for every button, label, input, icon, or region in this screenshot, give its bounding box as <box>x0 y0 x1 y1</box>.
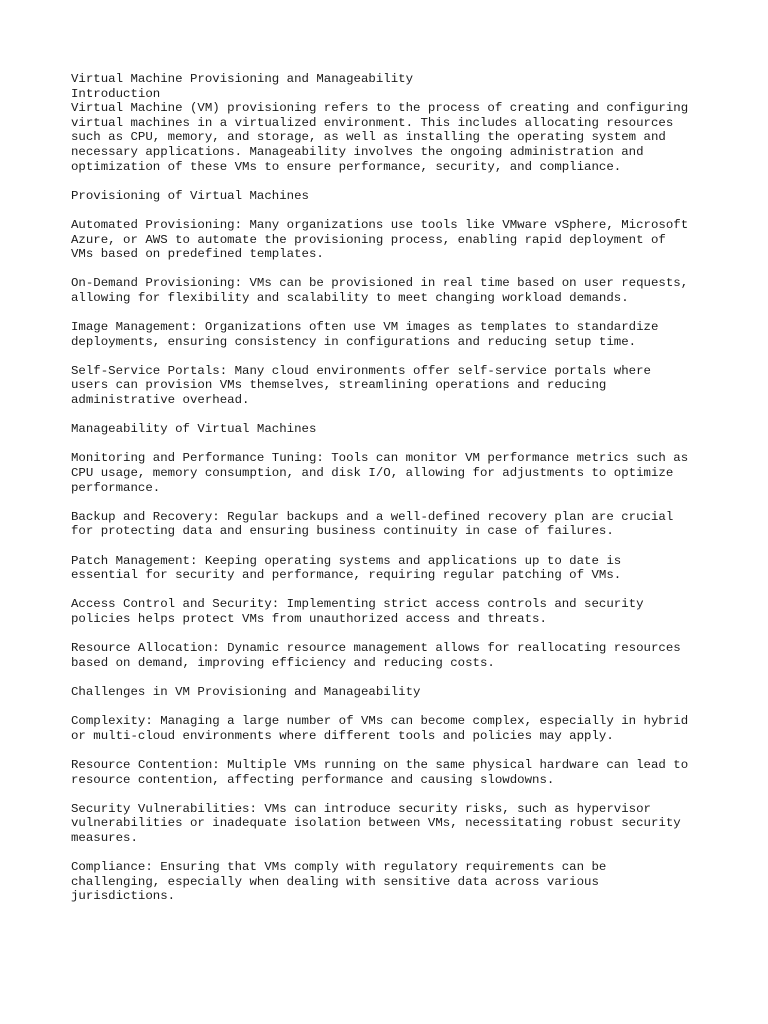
paragraph-resource-contention <box>71 758 731 787</box>
paragraph-line: vulnerabilities or inadequate isolation between VMs, necessitating robust security <box>71 816 681 831</box>
paragraph-line: essential for security and performance, requiring regular patching of VMs. <box>71 568 622 583</box>
paragraph-line: Compliance: Ensuring that VMs comply with regulatory requirements can be <box>71 860 607 875</box>
section-heading: Provisioning of Virtual Machines <box>71 188 309 203</box>
paragraph-line: On-Demand Provisioning: VMs can be provisioned in real time based on user requests, <box>71 276 689 291</box>
paragraph-line: CPU usage, memory consumption, and disk I/O, allowing for adjustments to optimize <box>71 466 674 481</box>
paragraph-line: challenging, especially when dealing with sensitive data across various <box>71 874 599 889</box>
document-page <box>71 72 731 918</box>
intro-line: Virtual Machine (VM) provisioning refers to the process of creating and configuring <box>71 101 689 116</box>
section-manageability <box>71 422 731 670</box>
paragraph-line: Automated Provisioning: Many organizations use tools like VMware vSphere, Microsoft <box>71 217 689 232</box>
paragraph-line: jurisdictions. <box>71 889 176 904</box>
intro-paragraph <box>71 101 731 174</box>
document-title: Virtual Machine Provisioning and Manageability <box>71 72 414 86</box>
paragraph-line: users can provision VMs themselves, streamlining operations and reducing <box>71 378 607 393</box>
section-heading: Challenges in VM Provisioning and Manageability <box>71 684 421 699</box>
paragraph-access-control <box>71 597 731 626</box>
paragraph-complexity <box>71 714 731 743</box>
intro-line: optimization of these VMs to ensure performance, security, and compliance. <box>71 159 622 174</box>
paragraph-line: or multi-cloud environments where different tools and policies may apply. <box>71 728 614 743</box>
paragraph-line: policies helps protect VMs from unauthorized access and threats. <box>71 611 547 626</box>
paragraph-line: resource contention, affecting performance and causing slowdowns. <box>71 772 555 787</box>
paragraph-resource-allocation <box>71 641 731 670</box>
intro-heading: Introduction <box>71 86 161 101</box>
paragraph-line: Access Control and Security: Implementing strict access controls and security <box>71 597 644 612</box>
paragraph-line: allowing for flexibility and scalability to meet changing workload demands. <box>71 290 629 305</box>
paragraph-line: deployments, ensuring consistency in configurations and reducing setup time. <box>71 334 637 349</box>
paragraph-line: for protecting data and ensuring business continuity in case of failures. <box>71 524 614 539</box>
paragraph-compliance <box>71 860 731 904</box>
paragraph-on-demand-provisioning <box>71 276 731 305</box>
intro-line: necessary applications. Manageability involves the ongoing administration and <box>71 144 644 159</box>
intro-line: such as CPU, memory, and storage, as well as installing the operating system and <box>71 130 666 145</box>
paragraph-line: performance. <box>71 480 161 495</box>
paragraph-monitoring <box>71 451 731 495</box>
paragraph-self-service-portals <box>71 364 731 408</box>
paragraph-backup-recovery <box>71 510 731 539</box>
paragraph-line: Backup and Recovery: Regular backups and a well-defined recovery plan are crucial <box>71 509 674 524</box>
intro-line: virtual machines in a virtualized environment. This includes allocating resources <box>71 115 674 130</box>
paragraph-automated-provisioning <box>71 218 731 262</box>
section-provisioning <box>71 189 731 408</box>
paragraph-line: Security Vulnerabilities: VMs can introduce security risks, such as hypervisor <box>71 801 651 816</box>
paragraph-line: Resource Allocation: Dynamic resource management allows for reallocating resources <box>71 641 681 656</box>
paragraph-line: measures. <box>71 830 138 845</box>
paragraph-line: Azure, or AWS to automate the provisioning process, enabling rapid deployment of <box>71 232 666 247</box>
paragraph-line: Image Management: Organizations often use VM images as templates to standardize <box>71 320 659 335</box>
paragraph-line: Patch Management: Keeping operating systems and applications up to date is <box>71 553 622 568</box>
paragraph-patch-management <box>71 554 731 583</box>
paragraph-line: administrative overhead. <box>71 393 250 408</box>
paragraph-line: Monitoring and Performance Tuning: Tools can monitor VM performance metrics such as <box>71 451 689 466</box>
paragraph-line: Complexity: Managing a large number of VMs can become complex, especially in hybrid <box>71 714 689 729</box>
paragraph-security-vulnerabilities <box>71 802 731 846</box>
section-challenges <box>71 685 731 904</box>
paragraph-image-management <box>71 320 731 349</box>
paragraph-line: VMs based on predefined templates. <box>71 247 324 262</box>
document-header <box>71 72 731 174</box>
paragraph-line: Resource Contention: Multiple VMs running on the same physical hardware can lead to <box>71 757 689 772</box>
paragraph-line: Self-Service Portals: Many cloud environments offer self-service portals where <box>71 363 651 378</box>
section-heading: Manageability of Virtual Machines <box>71 422 317 437</box>
paragraph-line: based on demand, improving efficiency and reducing costs. <box>71 655 495 670</box>
